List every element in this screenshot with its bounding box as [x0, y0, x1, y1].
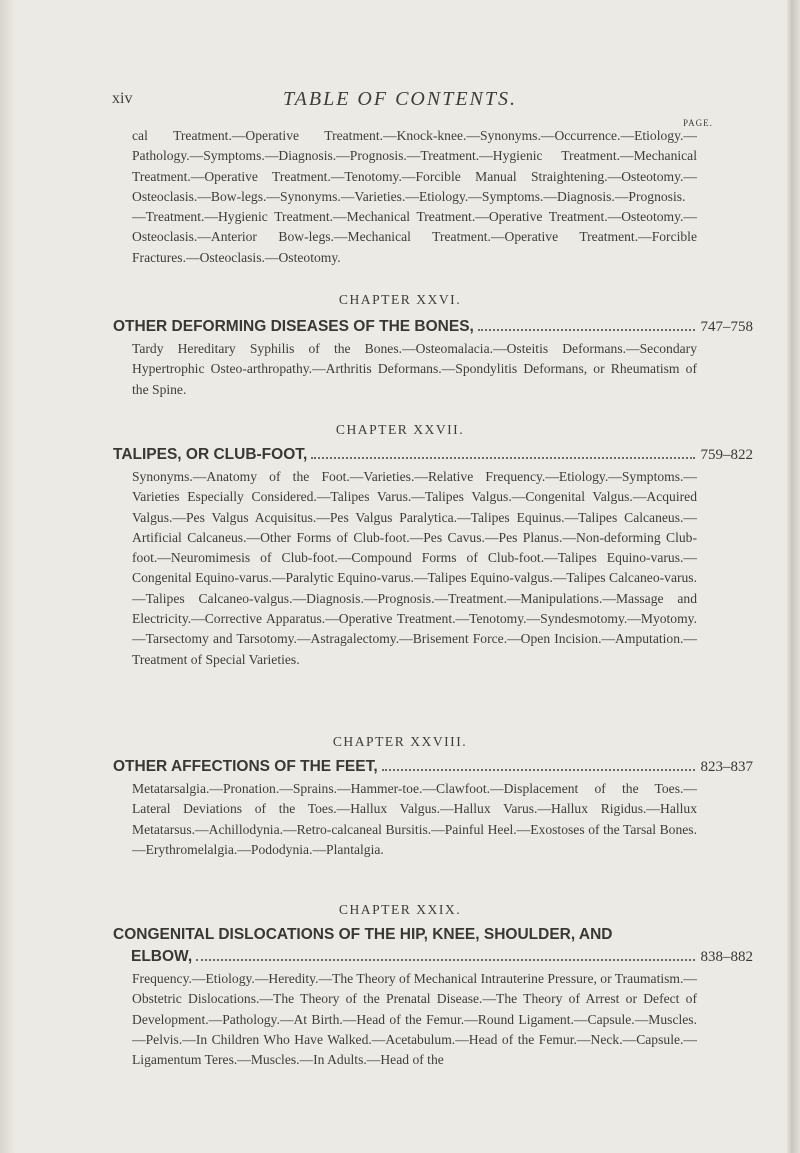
page-gutter: [0, 0, 16, 1153]
chapter-contents: Frequency.—Etiology.—Heredity.—The Theory of Mechanical Intrauterine Pressure, or Traumatism.—Obstetric Dislocations.—The Theory of the Prenatal Disease.—The Theory of Arrest or Defect of Development.—Pathology.—At Birth.—Head of the Femur.—Round Ligament.—Capsule.—Muscles.—Pelvis.—In Children Who Have Walked.—Acetabulum.—Head of the Femur.—Neck.—Capsule.—Ligamentum Teres.—Muscles.—In Adults.—Head of the: [132, 971, 697, 1068]
chapter-entry[interactable]: [131, 948, 753, 970]
chapter-heading: CHAPTER XXIX.: [338, 902, 462, 917]
chapter-heading: CHAPTER XXVI.: [338, 292, 462, 307]
chapter-heading: CHAPTER XXVII.: [335, 422, 465, 437]
chapter-title: OTHER AFFECTIONS OF THE FEET,: [113, 758, 378, 775]
chapter-entry[interactable]: [113, 758, 753, 780]
chapter-title: TALIPES, OR CLUB-FOOT,: [113, 446, 308, 463]
page-column-label: PAGE.: [683, 118, 713, 128]
chapter-entry[interactable]: [113, 318, 753, 340]
page-number: xiv: [112, 90, 133, 107]
chapter-heading: CHAPTER XXVIII.: [332, 734, 468, 749]
chapter-contents: Metatarsalgia.—Pronation.—Sprains.—Hammer-toe.—Clawfoot.—Displacement of the Toes.—Lateral Deviations of the Toes.—Hallux Valgus.—Hallux Varus.—Hallux Rigidus.—Hallux Metatarsus.—Achillodynia.—Retro-calcaneal Bursitis.—Painful Heel.—Exostoses of the Tarsal Bones.—Erythromelalgia.—Pododynia.—Plantalgia.: [132, 781, 697, 857]
page-range: 823–837: [700, 759, 753, 775]
page-range: 838–882: [700, 949, 753, 965]
chapter-contents: Tardy Hereditary Syphilis of the Bones.—Osteomalacia.—Osteitis Deformans.—Secondary Hypertrophic Osteo-arthropathy.—Arthritis Deformans.—Spondylitis Deformans, or Rheumatism of the Spine.: [132, 341, 697, 397]
chapter-title: OTHER DEFORMING DISEASES OF THE BONES,: [113, 318, 474, 335]
running-header: [0, 88, 800, 112]
intro-paragraph: cal Treatment.—Operative Treatment.—Knock-knee.—Synonyms.—Occurrence.—Etiology.—Pathology.—Symptoms.—Diagnosis.—Prognosis.—Treatment.—Hygienic Treatment.—Mechanical Treatment.—Operative Treatment.—Tenotomy.—Forcible Manual Straightening.—Osteotomy.—Osteoclasis.—Bow-legs.—Synonyms.—Varieties.—Etiology.—Symptoms.—Diagnosis.—Prognosis.—Treatment.—Hygienic Treatment.—Mechanical Treatment.—Operative Treatment.—Osteotomy.—Osteoclasis.—Anterior Bow-legs.—Mechanical Treatment.—Operative Treatment.—Forcible Fractures.—Osteoclasis.—Osteotomy.: [132, 128, 697, 265]
chapter-title-line: CONGENITAL DISLOCATIONS OF THE HIP, KNEE, SHOULDER, AND: [113, 926, 613, 943]
running-title: TABLE OF CONTENTS.: [283, 88, 517, 110]
dot-leader: [196, 959, 694, 961]
page-edge: [786, 0, 800, 1153]
page-range: 759–822: [700, 447, 753, 463]
dot-leader: [382, 769, 695, 771]
chapter-entry[interactable]: [113, 446, 753, 468]
page-range: 747–758: [700, 319, 753, 335]
dot-leader: [311, 457, 694, 459]
chapter-contents: Synonyms.—Anatomy of the Foot.—Varieties.—Relative Frequency.—Etiology.—Symptoms.—Varieties Especially Considered.—Talipes Varus.—Talipes Valgus.—Congenital Valgus.—Acquired Valgus.—Pes Valgus Acquisitus.—Pes Valgus Paralytica.—Talipes Equinus.—Talipes Calcaneus.—Artificial Calcaneus.—Other Forms of Club-foot.—Pes Cavus.—Pes Planus.—Non-deforming Club-foot.—Neuromimesis of Club-foot.—Compound Forms of Club-foot.—Talipes Equino-varus.—Congenital Equino-varus.—Paralytic Equino-varus.—Talipes Equino-valgus.—Talipes Calcaneo-varus.—Talipes Calcaneo-valgus.—Diagnosis.—Prognosis.—Treatment.—Manipulations.—Massage and Electricity.—Corrective Apparatus.—Operative Treatment.—Tenotomy.—Syndesmotomy.—Myotomy.—Tarsectomy and Tarsotomy.—Astragalectomy.—Brisement Force.—Open Incision.—Amputation.—Treatment of Special Varieties.: [132, 469, 697, 667]
dot-leader: [478, 329, 695, 331]
chapter-title: ELBOW,: [131, 948, 193, 965]
